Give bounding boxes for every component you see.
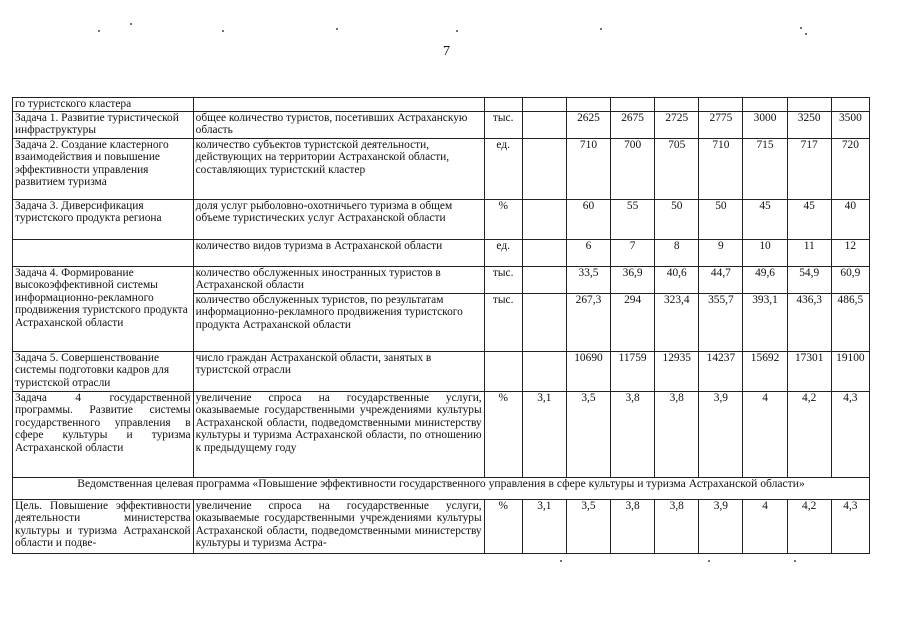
task-cell: Задача 5. Совершенствование системы подготовки кадров для туристской отрасли bbox=[13, 351, 194, 391]
indicator-cell: общее количество туристов, посетивших Астраханскую область bbox=[193, 111, 484, 138]
task-cell: Задача 4 государственной программы. Развитие системы государственного управления в сфере культуры и туризма Астраханской области bbox=[13, 391, 194, 477]
value-cell: 44,7 bbox=[699, 266, 743, 293]
table-row bbox=[13, 138, 870, 199]
table-row bbox=[13, 391, 870, 477]
value-cell: 49,6 bbox=[743, 266, 787, 293]
value-cell: 355,7 bbox=[699, 293, 743, 351]
value-cell: 393,1 bbox=[743, 293, 787, 351]
value-cell: 12 bbox=[831, 239, 869, 266]
value-cell: 50 bbox=[699, 199, 743, 239]
table-row bbox=[13, 111, 870, 138]
value-cell: 3,9 bbox=[699, 391, 743, 477]
value-cell: 45 bbox=[787, 199, 831, 239]
value-cell bbox=[611, 98, 655, 112]
unit-cell: тыс. bbox=[484, 293, 522, 351]
value-cell: 2725 bbox=[655, 111, 699, 138]
value-cell bbox=[522, 351, 566, 391]
value-cell: 323,4 bbox=[655, 293, 699, 351]
value-cell: 3500 bbox=[831, 111, 869, 138]
value-cell bbox=[522, 239, 566, 266]
task-cell: Задача 3. Диверсификация туристского продукта региона bbox=[13, 199, 194, 239]
table-row bbox=[13, 98, 870, 112]
value-cell: 40,6 bbox=[655, 266, 699, 293]
value-cell: 36,9 bbox=[611, 266, 655, 293]
value-cell: 40 bbox=[831, 199, 869, 239]
unit-cell bbox=[484, 351, 522, 391]
value-cell: 60 bbox=[566, 199, 610, 239]
unit-cell: тыс. bbox=[484, 111, 522, 138]
value-cell: 3250 bbox=[787, 111, 831, 138]
indicator-cell: увеличение спроса на государственные услуги, оказываемые государственными учреждениями культуры Астраханской области, подведомственными министерству культуры и туризма Астраханской области, по отношению к предыдущему году bbox=[193, 391, 484, 477]
value-cell: 11 bbox=[787, 239, 831, 266]
value-cell: 710 bbox=[699, 138, 743, 199]
unit-cell: % bbox=[484, 199, 522, 239]
value-cell: 3000 bbox=[743, 111, 787, 138]
value-cell: 4,2 bbox=[787, 391, 831, 477]
value-cell: 705 bbox=[655, 138, 699, 199]
value-cell bbox=[699, 98, 743, 112]
value-cell: 10690 bbox=[566, 351, 610, 391]
table-row bbox=[13, 266, 870, 293]
value-cell bbox=[522, 98, 566, 112]
indicator-cell: количество субъектов туристской деятельности, действующих на территории Астраханской области, составляющих туристский кластер bbox=[193, 138, 484, 199]
value-cell bbox=[787, 98, 831, 112]
value-cell: 3,8 bbox=[611, 499, 655, 553]
table-row bbox=[13, 351, 870, 391]
value-cell: 715 bbox=[743, 138, 787, 199]
value-cell: 55 bbox=[611, 199, 655, 239]
value-cell: 700 bbox=[611, 138, 655, 199]
value-cell: 3,1 bbox=[522, 499, 566, 553]
table-row bbox=[13, 499, 870, 553]
value-cell bbox=[831, 98, 869, 112]
indicator-cell: количество обслуженных туристов, по результатам информационно-рекламного продвижения туристского продукта Астраханской области bbox=[193, 293, 484, 351]
value-cell: 17301 bbox=[787, 351, 831, 391]
unit-cell: % bbox=[484, 391, 522, 477]
unit-cell: % bbox=[484, 499, 522, 553]
value-cell bbox=[522, 293, 566, 351]
value-cell: 15692 bbox=[743, 351, 787, 391]
indicators-table bbox=[12, 97, 870, 554]
value-cell: 4,3 bbox=[831, 391, 869, 477]
value-cell: 2625 bbox=[566, 111, 610, 138]
value-cell: 8 bbox=[655, 239, 699, 266]
unit-cell bbox=[484, 98, 522, 112]
value-cell: 7 bbox=[611, 239, 655, 266]
value-cell: 4 bbox=[743, 499, 787, 553]
table-row bbox=[13, 239, 870, 266]
value-cell: 33,5 bbox=[566, 266, 610, 293]
value-cell: 4,2 bbox=[787, 499, 831, 553]
task-cell bbox=[13, 239, 194, 266]
value-cell bbox=[522, 266, 566, 293]
indicator-cell bbox=[193, 98, 484, 112]
table-row bbox=[13, 199, 870, 239]
indicator-cell: число граждан Астраханской области, занятых в туристской отрасли bbox=[193, 351, 484, 391]
task-cell: го туристского кластера bbox=[13, 98, 194, 112]
value-cell: 60,9 bbox=[831, 266, 869, 293]
value-cell: 19100 bbox=[831, 351, 869, 391]
value-cell: 4,3 bbox=[831, 499, 869, 553]
unit-cell: ед. bbox=[484, 239, 522, 266]
value-cell bbox=[522, 111, 566, 138]
value-cell bbox=[522, 138, 566, 199]
value-cell: 486,5 bbox=[831, 293, 869, 351]
value-cell: 10 bbox=[743, 239, 787, 266]
value-cell: 12935 bbox=[655, 351, 699, 391]
value-cell bbox=[522, 199, 566, 239]
value-cell: 294 bbox=[611, 293, 655, 351]
value-cell: 267,3 bbox=[566, 293, 610, 351]
value-cell bbox=[566, 98, 610, 112]
page-number: 7 bbox=[443, 44, 450, 59]
task-cell: Задача 2. Создание кластерного взаимодействия и повышение эффективности управления развитием туризма bbox=[13, 138, 194, 199]
value-cell: 720 bbox=[831, 138, 869, 199]
unit-cell: тыс. bbox=[484, 266, 522, 293]
indicator-cell: увеличение спроса на государственные услуги, оказываемые государственными учреждениями культуры Астраханской области, подведомственными министерству культуры и туризма Астра- bbox=[193, 499, 484, 553]
value-cell: 50 bbox=[655, 199, 699, 239]
value-cell: 14237 bbox=[699, 351, 743, 391]
indicator-cell: доля услуг рыболовно-охотничьего туризма в общем объеме туристических услуг Астраханской области bbox=[193, 199, 484, 239]
program-row bbox=[13, 477, 870, 499]
value-cell: 3,5 bbox=[566, 391, 610, 477]
indicator-cell: количество обслуженных иностранных туристов в Астраханской области bbox=[193, 266, 484, 293]
value-cell bbox=[655, 98, 699, 112]
value-cell: 6 bbox=[566, 239, 610, 266]
value-cell bbox=[743, 98, 787, 112]
value-cell: 2675 bbox=[611, 111, 655, 138]
program-title: Ведомственная целевая программа «Повышение эффективности государственного управления в сфере культуры и туризма Астраханской области» bbox=[13, 477, 870, 499]
value-cell: 4 bbox=[743, 391, 787, 477]
unit-cell: ед. bbox=[484, 138, 522, 199]
value-cell: 3,5 bbox=[566, 499, 610, 553]
value-cell: 3,8 bbox=[655, 499, 699, 553]
value-cell: 3,8 bbox=[655, 391, 699, 477]
value-cell: 2775 bbox=[699, 111, 743, 138]
value-cell: 3,8 bbox=[611, 391, 655, 477]
value-cell: 3,1 bbox=[522, 391, 566, 477]
value-cell: 717 bbox=[787, 138, 831, 199]
indicator-cell: количество видов туризма в Астраханской области bbox=[193, 239, 484, 266]
value-cell: 436,3 bbox=[787, 293, 831, 351]
task-cell: Задача 1. Развитие туристической инфраструктуры bbox=[13, 111, 194, 138]
value-cell: 11759 bbox=[611, 351, 655, 391]
task-cell: Цель. Повышение эффективности деятельности министерства культуры и туризма Астраханской области и подве- bbox=[13, 499, 194, 553]
value-cell: 3,9 bbox=[699, 499, 743, 553]
value-cell: 710 bbox=[566, 138, 610, 199]
value-cell: 9 bbox=[699, 239, 743, 266]
value-cell: 54,9 bbox=[787, 266, 831, 293]
task-cell: Задача 4. Формирование высокоэффективной системы информационно-рекламного продвижения туристского продукта Астраханской области bbox=[13, 266, 194, 351]
value-cell: 45 bbox=[743, 199, 787, 239]
